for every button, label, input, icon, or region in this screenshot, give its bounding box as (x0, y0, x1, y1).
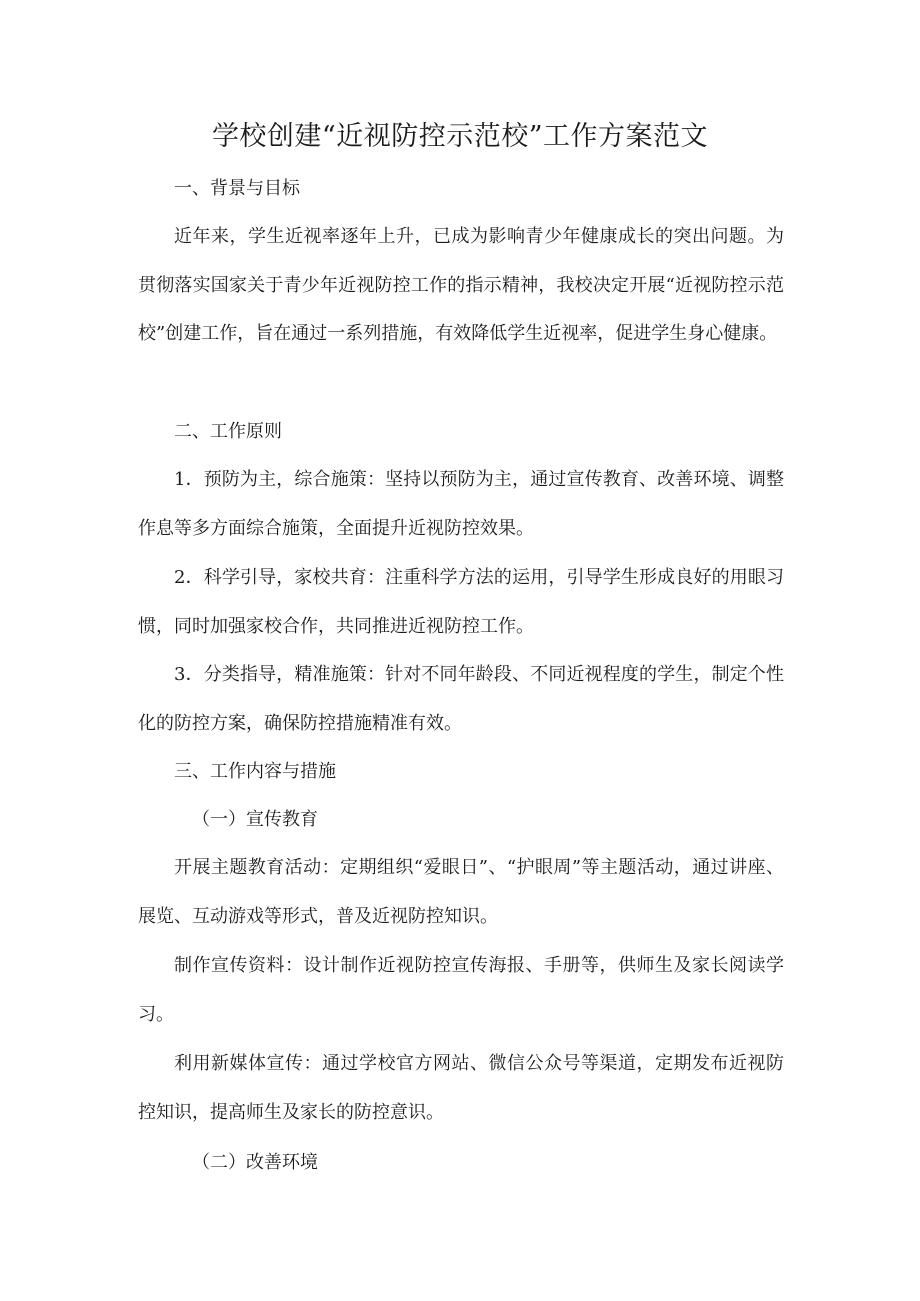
section-heading-principles: 二、工作原则 (174, 421, 282, 442)
paragraph-principle-3: 3．分类指导，精准施策：针对不同年龄段、不同近视程度的学生，制定个性化的防控方案，确保防控措施精准有效。 (138, 664, 784, 734)
paragraph-publicity-1: 开展主题教育活动：定期组织“爱眼日”、“护眼周”等主题活动，通过讲座、展览、互动游戏等形式，普及近视防控知识。 (138, 857, 784, 927)
paragraph-publicity-2: 制作宣传资料：设计制作近视防控宣传海报、手册等，供师生及家长阅读学习。 (138, 955, 784, 1025)
paragraph-publicity-3: 利用新媒体宣传：通过学校官方网站、微信公众号等渠道，定期发布近视防控知识，提高师生及家长的防控意识。 (138, 1053, 784, 1123)
document-title: 学校创建“近视防控示范校”工作方案范文 (211, 121, 709, 152)
section-heading-measures: 三、工作内容与措施 (174, 761, 336, 782)
subsection-heading-environment: （二）改善环境 (192, 1152, 318, 1173)
paragraph-principle-1: 1．预防为主，综合施策：坚持以预防为主，通过宣传教育、改善环境、调整作息等多方面综合施策，全面提升近视防控效果。 (138, 469, 784, 539)
paragraph-background: 近年来，学生近视率逐年上升，已成为影响青少年健康成长的突出问题。为贯彻落实国家关于青少年近视防控工作的指示精神，我校决定开展“近视防控示范校”创建工作，旨在通过一系列措施，有效降低学生近视率，促进学生身心健康。 (138, 226, 784, 344)
subsection-heading-publicity: （一）宣传教育 (192, 809, 318, 830)
paragraph-principle-2: 2．科学引导，家校共育：注重科学方法的运用，引导学生形成良好的用眼习惯，同时加强家校合作，共同推进近视防控工作。 (138, 567, 784, 637)
section-heading-background: 一、背景与目标 (174, 178, 300, 199)
